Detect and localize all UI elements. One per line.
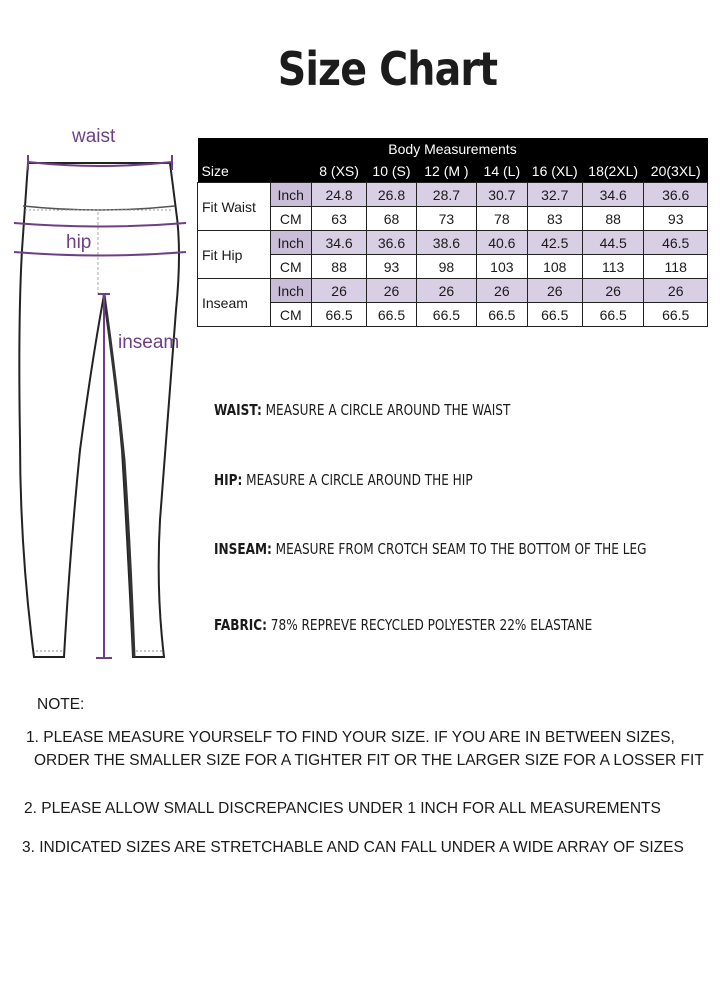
waist-label: waist [72,126,116,147]
table-row [198,279,708,303]
value-cell: 103 [477,255,527,279]
value-cell: 63 [311,207,366,231]
value-cell: 42.5 [527,231,582,255]
instruction-label: HIP: [214,471,243,489]
instruction-text: MEASURE A CIRCLE AROUND THE WAIST [261,401,511,419]
value-cell: 26 [311,279,366,303]
note-item-1-line-1: 1. PLEASE MEASURE YOURSELF TO FIND YOUR SIZE. IF YOU ARE IN BETWEEN SIZES, [26,729,675,746]
group-label-fit-waist: Fit Waist [198,183,271,231]
note-item-1-line-2: ORDER THE SMALLER SIZE FOR A TIGHTER FIT OR THE LARGER SIZE FOR A LOSSER FIT [34,752,704,769]
size-header: 12 (M ) [416,160,476,183]
size-header: 14 (L) [477,160,527,183]
leggings-outline [19,163,179,657]
unit-cell: CM [270,303,311,327]
value-cell: 66.5 [311,303,366,327]
value-cell: 66.5 [416,303,476,327]
inseam-label: inseam [118,332,180,353]
value-cell: 98 [416,255,476,279]
instruction-text: MEASURE FROM CROTCH SEAM TO THE BOTTOM OF THE LEG [271,540,647,558]
value-cell: 34.6 [582,183,643,207]
value-cell: 118 [644,255,708,279]
size-header: 18(2XL) [582,160,643,183]
value-cell: 26.8 [367,183,416,207]
unit-cell: CM [270,207,311,231]
value-cell: 68 [367,207,416,231]
table-row [198,303,708,327]
value-cell: 66.5 [367,303,416,327]
value-cell: 28.7 [416,183,476,207]
size-header: 16 (XL) [527,160,582,183]
value-cell: 24.8 [311,183,366,207]
instruction-label: FABRIC: [214,616,267,634]
value-cell: 113 [582,255,643,279]
value-cell: 36.6 [367,231,416,255]
group-label-inseam: Inseam [198,279,271,327]
value-cell: 83 [527,207,582,231]
value-cell: 88 [311,255,366,279]
group-label-fit-hip: Fit Hip [198,231,271,279]
value-cell: 26 [367,279,416,303]
value-cell: 26 [527,279,582,303]
note-item-2: 2. PLEASE ALLOW SMALL DISCREPANCIES UNDER 1 INCH FOR ALL MEASUREMENTS [24,800,661,817]
unit-cell: Inch [270,231,311,255]
table-row [198,207,708,231]
value-cell: 88 [582,207,643,231]
table-row [198,231,708,255]
size-header: 10 (S) [367,160,416,183]
value-cell: 66.5 [582,303,643,327]
instruction-waist [214,401,510,419]
instruction-label: INSEAM: [214,540,272,558]
value-cell: 66.5 [477,303,527,327]
note-heading: NOTE: [37,696,85,713]
size-table [197,138,708,327]
unit-cell: Inch [270,279,311,303]
value-cell: 30.7 [477,183,527,207]
unit-cell: Inch [270,183,311,207]
note-item-3: 3. INDICATED SIZES ARE STRETCHABLE AND CAN FALL UNDER A WIDE ARRAY OF SIZES [22,839,684,856]
size-header: 20(3XL) [644,160,708,183]
leggings-illustration [0,120,200,680]
unit-cell: CM [270,255,311,279]
size-column-label: Size [198,160,312,183]
hip-label: hip [66,232,92,253]
size-header-row [198,160,708,183]
page-title: Size Chart [277,42,498,96]
value-cell: 44.5 [582,231,643,255]
instruction-inseam [214,540,646,558]
value-cell: 38.6 [416,231,476,255]
table-title: Body Measurements [198,138,708,160]
value-cell: 36.6 [644,183,708,207]
table-row [198,255,708,279]
size-header: 8 (XS) [311,160,366,183]
value-cell: 108 [527,255,582,279]
table-row [198,183,708,207]
instruction-text: MEASURE A CIRCLE AROUND THE HIP [242,471,473,489]
value-cell: 34.6 [311,231,366,255]
value-cell: 26 [644,279,708,303]
value-cell: 40.6 [477,231,527,255]
value-cell: 32.7 [527,183,582,207]
value-cell: 46.5 [644,231,708,255]
value-cell: 66.5 [644,303,708,327]
leggings-diagram [0,120,200,680]
value-cell: 26 [477,279,527,303]
instruction-fabric [214,616,592,634]
value-cell: 26 [582,279,643,303]
value-cell: 78 [477,207,527,231]
value-cell: 73 [416,207,476,231]
instruction-label: WAIST: [214,401,262,419]
instruction-text: 78% REPREVE RECYCLED POLYESTER 22% ELASTANE [266,616,593,634]
value-cell: 93 [644,207,708,231]
value-cell: 66.5 [527,303,582,327]
value-cell: 93 [367,255,416,279]
value-cell: 26 [416,279,476,303]
instruction-hip [214,471,473,489]
